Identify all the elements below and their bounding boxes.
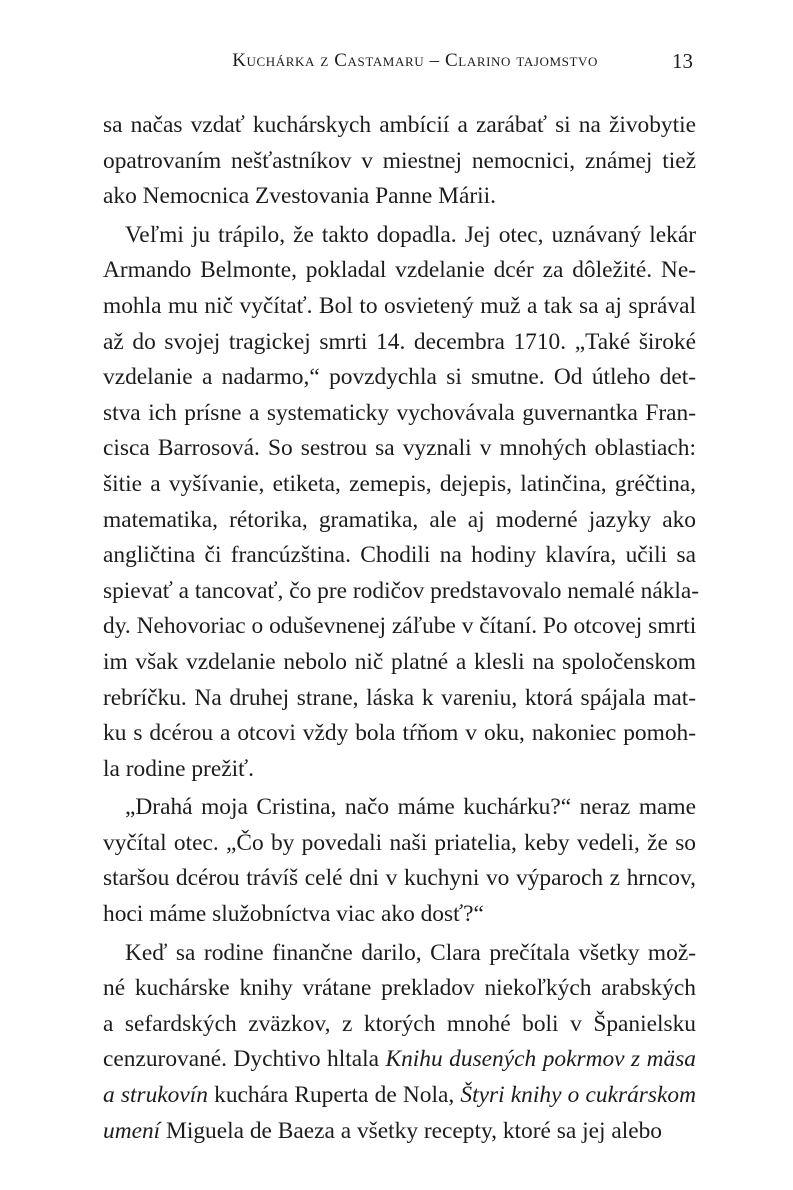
paragraph: [103, 218, 700, 788]
text-line: [103, 1078, 696, 1114]
italic-title: Štyri knihy o cukrárskom: [460, 1082, 696, 1109]
text-line: [103, 431, 696, 467]
text-run: až do svojej tragickej smrti 14. decembra 1710. „Také široké: [103, 328, 696, 355]
text-run: ku s dcérou a otcovi vždy bola tŕňom v oku, nakoniec pomoh-: [103, 720, 696, 747]
text-run: rebríčku. Na druhej strane, láska k vareniu, ktorá spájala mat-: [103, 684, 696, 711]
text-run: mohla mu nič vyčítať. Bol to osvietený muž a tak sa aj správal: [103, 292, 696, 319]
text-line: [103, 503, 696, 539]
text-line: [103, 645, 696, 681]
text-line: [103, 253, 696, 289]
paragraph: [103, 936, 696, 1150]
text-line: [103, 179, 696, 215]
italic-title: a strukovín: [103, 1082, 208, 1109]
text-run: vzdelanie a nadarmo,“ povzdychla si smutne. Od útleho det-: [103, 364, 696, 391]
text-line: [103, 108, 696, 144]
text-run: Veľmi ju trápilo, že takto dopadla. Jej otec, uznávaný lekár: [125, 221, 696, 248]
text-line: [103, 1114, 696, 1150]
text-run: sa načas vzdať kuchárskych ambícií a zarábať si na živobytie: [103, 112, 696, 138]
text-line: [103, 325, 696, 361]
text-line: [103, 574, 700, 610]
text-line: [103, 609, 696, 645]
text-run: vyčítal otec. „Čo by povedali naši priatelia, keby vedeli, že so: [103, 829, 696, 856]
text-line: [103, 790, 696, 826]
text-run: staršou dcérou trávíš celé dni v kuchyni vo výparoch z hrncov,: [103, 865, 696, 892]
text-line: [103, 144, 696, 180]
text-line: [103, 716, 696, 752]
text-run: a sefardských zväzkov, z ktorých mnohé boli v Španielsku: [103, 1010, 696, 1037]
text-line: [103, 1042, 696, 1078]
page-header: [103, 46, 693, 76]
text-run: kuchára Ruperta de Nola,: [207, 1082, 461, 1109]
text-line: [103, 752, 696, 788]
running-title: Kuchárka z Castamaru – Clarino tajomstvo: [232, 50, 598, 71]
text-run: cisca Barrosová. So sestrou sa vyznali v mnohých oblastiach:: [103, 435, 696, 462]
text-run: cenzurované. Dychtivo hltala: [103, 1046, 386, 1073]
text-line: [103, 681, 696, 717]
text-run: matematika, rétorika, gramatika, ale aj moderné jazyky ako: [103, 506, 696, 533]
paragraph: [103, 108, 696, 215]
paragraph: [103, 790, 696, 932]
text-run: Armando Belmonte, pokladal vzdelanie dcér za dôležité. Ne-: [103, 257, 696, 284]
text-run: „Drahá moja Cristina, načo máme kuchárku?“ neraz mame: [125, 794, 696, 821]
text-line: [103, 971, 696, 1007]
text-run: Miguela de Baeza a všetky recepty, ktoré sa jej alebo: [160, 1117, 662, 1144]
italic-title: umení: [103, 1117, 161, 1144]
text-run: la rodine prežiť.: [103, 755, 254, 782]
text-run: šitie a vyšívanie, etiketa, zemepis, dejepis, latinčina, gréčtina,: [103, 470, 696, 497]
text-line: [103, 1007, 696, 1043]
text-line: [103, 218, 696, 254]
text-line: [103, 467, 696, 503]
text-run: né kuchárske knihy vrátane prekladov niekoľkých arabských: [103, 975, 696, 1002]
text-run: hoci máme služobníctva viac ako dosť?“: [103, 901, 484, 928]
body-text: [103, 108, 700, 1149]
italic-title: Knihu dusených pokrmov z mäsa: [385, 1046, 696, 1073]
text-run: opatrovaním nešťastníkov v miestnej nemocnici, známej tiež: [103, 147, 696, 174]
text-line: [103, 861, 696, 897]
text-run: angličtina či francúzština. Chodili na hodiny klavíra, učili sa: [103, 542, 696, 569]
text-line: [103, 897, 696, 933]
text-line: [103, 396, 696, 432]
page-number: 13: [672, 49, 693, 73]
text-run: spievať a tancovať, čo pre rodičov predstavovalo nemalé nákla-: [103, 577, 700, 604]
text-line: [103, 826, 696, 862]
text-run: im však vzdelanie nebolo nič platné a klesli na spoločenskom: [103, 648, 696, 675]
text-line: [103, 360, 696, 396]
text-run: dy. Nehovoriac o oduševnenej záľube v čítaní. Po otcovej smrti: [103, 613, 697, 640]
text-line: [103, 538, 696, 574]
text-run: ako Nemocnica Zvestovania Panne Márii.: [103, 183, 496, 210]
text-line: [103, 936, 696, 972]
text-line: [103, 289, 696, 325]
text-run: stva ich prísne a systematicky vychovávala guvernantka Fran-: [103, 399, 696, 426]
text-run: Keď sa rodine finančne darilo, Clara prečítala všetky mož-: [125, 939, 696, 966]
